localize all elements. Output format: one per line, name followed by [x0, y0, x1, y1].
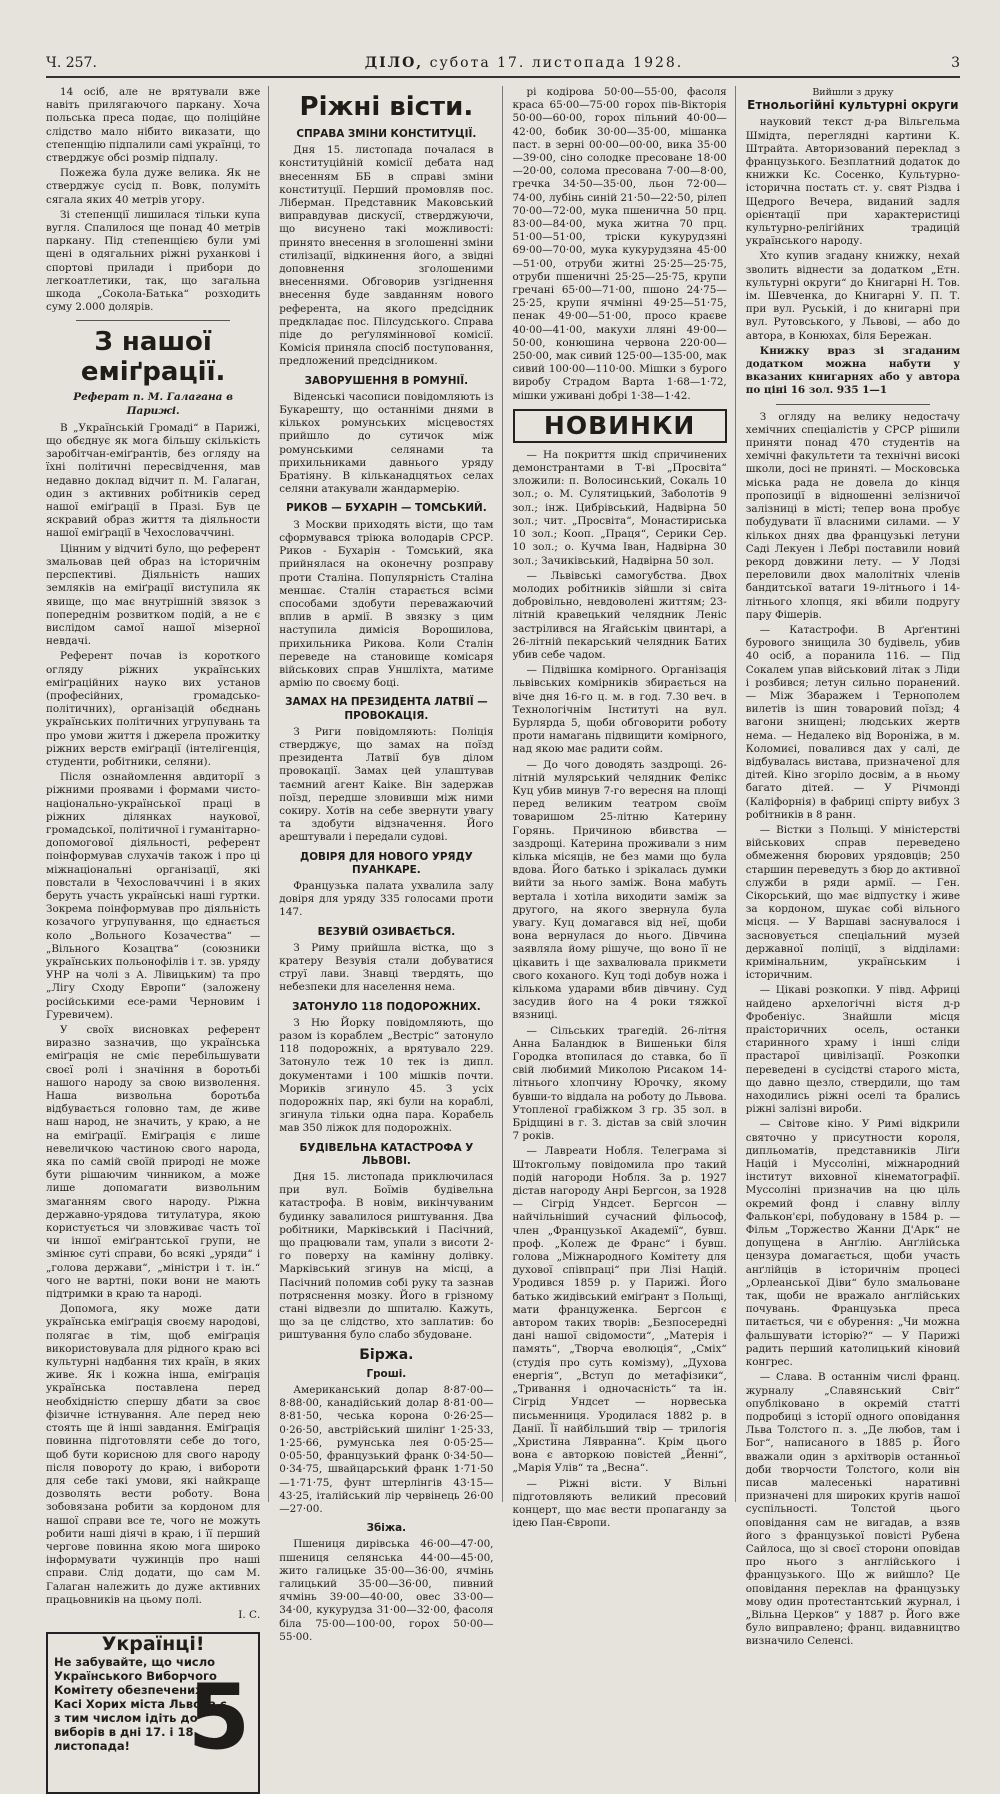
paragraph: науковий текст д-ра Вільгельма Шмідта, переглядні картини К. Штрайта. Авторизований переклад з французького. Безплатний додаток до книжки Кс. Сосенко, Культурно-історична постать ст. у. свят Різдва і Щедрого Вечера, виданий задля орієнтації при характеристиці культурно-релігійних традицій українського народу. [745, 116, 960, 248]
page-header [46, 50, 960, 78]
ad-body: Не забувайте, що число Українського Виборчого Комітету обезпечених у Касі Хорих міста Львова є з тим числом ідіть до виборів в дні 17. і 18. листопада! [54, 1655, 227, 1754]
paragraph: — Слава. В останнім числі франц. журналу „Славянський Світ“ опубліковано в окремій статті подробиці з історії одного оповідання Льва Толстого п. з. „Де любов, там і Бог“, написаного в 1885 р. Його вважали один з архітворів останньої доби творчости Толстого, коли він писав малесенькі наративні призначені для широких кругів нашої суспільності. Толстой цього оповідання сам не вигадав, а взяв його з французької повісті Рубена Сайлоса, що зі своєї сторони оповідав про нього з англійського і французького. Що ж вийшло? Це оповідання переклав на французьку мову один протестантський журнал, і „Вільна Церков“ у 1887 р. Його вже було виправлено; франц. видавництво визначило Селенсі. [745, 1371, 960, 1648]
headline: БУДІВЕЛЬНА КАТАСТРОФА У ЛЬВОВІ. [299, 1141, 474, 1167]
paragraph: Допомога, яку може дати українська еміґрація своєму народові, полягає в тім, щоб еміґрація використовувала для рідного краю всі культурні надбання тих країн, в яких живе. Як і кожна інша, еміґрація українська поставлена перед необхідністю спершу дбати за своє фізичне істнування. Але перед нею стоять ще й інші завдання. Еміґрація повинна підготовляти себе до того, щоб бути корисною для свого народу після повороту до краю, і вибороти для себе такі умови, які найкраще дозволять вести роботу. Вона зобовязана робити за кордоном для нашої справи все те, чого не можуть робити наші діячі в краю, і її перший чергове повинна якою мога широко інформувати чужинців про наші справи. Слід додати, що сам М. Галаган належить до дуже активних працьовників на цьому полі. [46, 1303, 261, 1606]
paragraph: — До чого доводять заздрощі. 26-літній мулярський челядник Фелікс Куц убив минув 7-го вересня на площі перед великим театром своїм товаришом 25-літню Катерину Горянь. Причиною вбивства — заздрощі. Катерина проживали з ним кілька місяців, не без мами що була вдова. Його батько і зрікалась думки вийти за нього заміж. Вона мабуть вертала і хотіла виходити заміж за другого, на якого звернула була увагу. Куц домагався від неї, щоби вона вернулася до нього. Дівчина заявляла йому рішуче, що воно її не цікавить і ще захвалювала прикмети свого коханого. Куц тоді добув ножа і кількома ударами вбив дівчину. Суд засудив його на 4 роки тяжкої вязниці. [512, 758, 727, 1022]
masthead-date [365, 55, 684, 71]
paragraph: — Світове кіно. У Римі відкрили святочно у присутности короля, дипльоматів, представників Ліґи Націй і Муссоліні, міжнародний інститут виховної кінематографії. Муссоліні призначив на цю ціль окремий фонд і славну віллу Фалькон'єрі, побудовану в 1584 р. — Фільм „Торжество Жанни Д'Арк“ не допущена в Анґлію. Анґлійська цензура домагається, щоби участь анґлійців в історичнім процесі „Орлеанської Діви“ було змальоване так, щоби не вражало анґлійських почувань. Французька преса питається, чи є обурення: „Чи можна фальшувати історію?“ — У Парижі радить перший католицький кіновий конгрес. [745, 1118, 960, 1369]
paragraph: — Вістки з Польщі. У міністерстві військових справ переведено обмеження бюрових урядовців; 250 старшин переведуть з бюр до активної служби в ряди армії. — Ген. Сікорський, що має відпустку і живе за кордоном, шукає собі вільного місця. — У Варшаві заснувалося і засновується спеціальний музей державної поліції, з відділами: кримінальним, українським і історичним. [745, 823, 960, 982]
paragraph: 14 осіб, але не врятували вже навіть прилягаючого паркану. Хоча польська преса подає, що поліційне слідство мало нібито виказати, що степенщію підпалили самі українці, то стверджує обсі розмір підпалу. [46, 86, 261, 165]
paragraph: Дня 15. листопада приключилася при вул. Боїмів будівельна катастрофа. В новім, викінчуваним будинку завалилося риштування. Два робітники, Марківський і Пасічний, що працювали там, упали з висоти 2-го поверху на камінну долівку. Марківський згинув на місці, а Пасічний поломив собі руку та зазнав потряснення мозку. Його в грізному стані відвезли до шпиталю. Кажуть, що за це слідство, хто заплатив: бо риштування було слабо збудоване. [279, 1171, 494, 1342]
paragraph: Референт почав із короткого огляду ріжних українських еміґраційних науко вих установ (професійних, громадсько-політичних), організацій обєднань українських політичних угрупувань та про умови життя і джерела прожитку ріжних верств еміґрації (інтелігенція, студенти, робітники, селяни). [46, 650, 261, 768]
headline: ВЕЗУВІЙ ОЗИВАЄТЬСЯ. [317, 925, 456, 938]
paragraph: Пшениця дирівська 46·00—47·00, пшениця селянська 44·00—45·00, жито галицьке 35·00—36·00, ячмінь галицький 35·00—36·00, пивний ячмінь 39·00—40·00, овес 33·00—34·00, кукурудза 31·00—32·00, фасоля біла 75·00—100·00, горох 50·00—55·00. [279, 1538, 494, 1643]
article-subtitle: Реферат п. М. Галагана в Парижі. [73, 391, 234, 417]
paragraph: В „Українській Громаді“ в Парижі, що обєднує як мога більшу скількість заробітчан-еміґрантів, без огляду на їхні політичні пересвідчення, мав недавно доклад відчит п. М. Галаган, один з активних робітників серед нашої еміґрації в Празі. Був це яскравий образ життя та діяльности нашої еміґрації в Чехословаччині. [46, 421, 261, 540]
headline: ЗАВОРУШЕННЯ В РОМУНІЇ. [304, 374, 469, 387]
ad-number: 5 [187, 1665, 251, 1771]
paragraph: З Риму прийшла вістка, що з кратеру Везувія стали добуватися струї лави. Знавці твердять, що небезпеки для населення нема. [279, 941, 494, 994]
paragraph: З Москви приходять вісти, що там сформувався тріюка володарів СРСР. Риков - Бухарін - Томський, яка прийнялася на оконечну розправу проти Сталіна. Популярність Сталіна меншає. Сталін старається всіми способами здобути переважаючий вплив в армії. В звязку з цим наступила димісія Ворошилова, прихильника Рикова. Коли Сталін переведе на становище комісаря військових справ Уншліхта, матиме армію по своєму боці. [279, 518, 494, 690]
headline: ЗАМАХ НА ПРЕЗИДЕНТА ЛАТВІЇ — ПРОВОКАЦІЯ. [285, 696, 488, 722]
divider [76, 320, 230, 321]
column-4 [745, 86, 960, 1648]
paragraph: — Ріжні вісти. У Вільні підготовляють великий пресовий концерт, що має вести пропаганду за ідею Пан-Європи. [512, 1477, 727, 1530]
book-announcement-head [746, 86, 960, 112]
book-announcement-kicker: Вийшли з друку [812, 87, 894, 98]
paragraph: — На покриття шкід спричинених демонстрантами в Т-ві „Просвіта“ зложили: п. Волосинський, Сокаль 10 зол.; о. М. Сулятицький, Заболотів 9 зол.; інж. Цибрівський, Надвірна 50 зол.; чит. „Просвіта“, Монастириська 10 зол.; Кооп. „Праця“, Серики Сер. 10 зол.; о. Кучма Іван, Надвірна 30 зол.; Зачиківський, Надвірна 50 зол. [512, 448, 727, 567]
section-title-exchange: Біржа. [359, 1346, 414, 1363]
issue-date: субота 17. листопада 1928. [429, 55, 684, 71]
book-announcement-title: Етнольогійні культурні округи [747, 98, 959, 113]
paragraph: Пожежа була дуже велика. Як не стверджує сусід п. Вовк, полуміть сягала яких 40 метрів угору. [46, 167, 261, 206]
paragraph: Зі степенщії лишилася тільки купа вугля. Спалилося ще понад 40 метрів паркану. Під степенщією були умі щені в одягальних ріжні руханкові і спортові прилади і прибори до легкоатлетики, так, що загальна шкода „Сокола-Батька“ розходить суму 2.000 долярів. [46, 208, 261, 314]
subsection-money: Гроші. [366, 1367, 407, 1380]
paragraph: — Катастрофи. В Арґентині бурового знищила 30 будівель, убив 40 осіб, а поранила 116. — Під Сокалем упав військовий літак з Ліди і розбився; летун сильно поранений. — Між Збаражем і Тернополем вилетів із шин товаровий поїзд; 4 вагони знищені; людських жертв нема. — Недалеко від Вороніжа, в м. Коломиєі, повалився дах у салі, де відбувалась вистава, призначеної для дітей. Кіно згоріло досвім, а в ньому багато дітей. — У Річмонді (Каліфорнія) в фабриці спірту вибух 3 робітників в 8 ранн. [745, 623, 960, 821]
headline: ЗАТОНУЛО 118 ПОДОРОЖНИХ. [292, 1000, 481, 1013]
paragraph: Французька палата ухвалила залу довіря для уряду 335 голосами проти 147. [279, 879, 494, 919]
paragraph: Хто купив згадану книжку, нехай зволить віднести за додатком „Етн. культурні округи“ до Книгарні Н. Тов. ім. Шевченка, до Книгарні У. П. Т. при вул. Руській, і до книгарні при вул. Рутовського, у Львові, — або до автора, в Конюхах, біля Бережан. [745, 250, 960, 342]
headline: ДОВІРЯ ДЛЯ НОВОГО УРЯДУ ПУАНКАРЕ. [299, 850, 473, 876]
ad-title: Українці! [101, 1633, 205, 1656]
paragraph: Цінним у відчиті було, що референт змальовав цей образ на історичнім перспективі. Діяльність наших земляків на еміґрації виступила як явище, що має внутрішній звязок з попереднім розвитком подій, а не є вислідом самої нашої мізерної невдачі. [46, 542, 261, 648]
column-1 [46, 86, 269, 1771]
paragraph: З огляду на велику недостачу хемічних спеціалістів у СРСР рішили приняти понад 470 студентів на хемічні факультети та технічні високі школи, досі не приняті. — Московська міська рада не довела до кінця пропозиції в відношенні зелізничої залізниці в місті; тепер вона пробує побудувати її власними силами. — У кількох днях два французькі летуни Саді Лекуен і Лебрі поставили новий рекорд довжини лету. — У Лодзі переловили двох малолітніх членів бандитської ватаги 19-літнього і 14-літнього хлопця, які вбили подругу пару Фішерів. [745, 410, 960, 621]
columns [46, 86, 960, 1771]
divider [776, 404, 930, 405]
section-title-news: Ріжні вісти. [299, 92, 474, 122]
paragraph: — Сільських трагедій. 26-літня Анна Баландюк в Вишеньки біля Городка втопилася до ставка, бо її свій любимий Миколою Рисаком 14-літнього хлопчину Юрочку, якому бувши-то віддала на роботу до Львова. Утопленої грабіжком 3 гр. 35 зол. в Брідщині в г. З. дістав за свій злочин 7 років. [512, 1024, 727, 1143]
paragraph: — Цікаві розкопки. У півд. Африці найдено архелогічні вістя д-р Фробеніус. Знайшли місця праісторичних осель, останки старинного храму і інші сліди прастарої цивілізації. Розкопки переведені в сусідстві старого міста, що давно щезло, ствердили, що там находились ріжні оселі та брались ріжні залізні вироби. [745, 984, 960, 1116]
paragraph: У своїх висновках референт виразно зазначив, що українська еміґрація не сміє перебільшувати своєї ролі і значіння в боротьбі нашого народу за свою визволення. Наша визвольна боротьба відбувається головно там, де живе наш народ, не значить, у краю, а не на еміґрації. Еміґрація є лише невеличкою частиною свого народа, яка по самій своїй природі не може бути рішаючим чинником, а може лише допомагати визвольним змаганням свого народу. Ріжна державно-урядова титулатура, якою користується чи зловживає часть тої чи іншої еміґрантської групи, не змінює суті справи, бо всякі „уряди“ і „голова держави“, „міністри і т. ін.“ чого не вартні, поки вони не мають підтримки в краю та народі. [46, 1024, 261, 1301]
paragraph: З Риги повідомляють: Поліція стверджує, що замах на поїзд президента Латвії був ділом провокації. Замах цей улаштував таємний агент Каіке. Він задержав поїзд, передше зловивши між ними сокиру. Хотів на себе звернути увагу та здобути відзначення. Його арештували і передали судові. [279, 725, 494, 844]
paragraph: — Лавреати Нобля. Телеграма зі Штокгольму повідомила про такий подій нагороди Нобля. За р. 1927 дістав нагороду Анрі Бергсон, за 1928 — Сігрід Ундсет. Бергсон — найчільніший сучасний фільософ, член „Французької Академії“, бувш. проф. „Колеж де Франс“ і бувш. голова „Міжнародного Комітету для духової співпраці“ при Лізі Націй. Уродився 1859 р. у Парижі. Його батько жидівський еміґрант з Польщі, мати француженка. Бергсон є автором таких творів: „Безпосередні дані нашої свідомости“, „Матерія і память“, „Творча еволюція“, „Сміх“ (студія про суть комізму), „Духова енергія“, „Вступ до метафізики“, „Тривання і одночасність“ та ін. Сігрід Ундсет — норвеська письменниця. Уродилася 1882 р. в Данії. Її найбільший твір — трилогія „Христина Лявранна“. Крім цього вона є авторкою повістей „Йенні“, „Марія Улів“ та „Весна“. [512, 1145, 727, 1475]
signature: І. С. [238, 1608, 261, 1621]
paragraph: Книжку враз зі згаданим додатком можна набути у вказаних книгарнях або у автора по ціні 16 зол. 935 1—1 [745, 344, 960, 397]
paragraph: рі кодірова 50·00—55·00, фасоля краса 65·00—75·00 горох пів-Вікторія 50·00—60·00, горох пільний 40·00—42·00, бобик 30·00—35·00, мішанка паст. в зерні 00·00—00·00, вика 35·00—39·00, сіно солодке пресоване 18·00—20·00, солома пресована 7·00—8·00, гречка 34·50—35·00, льон 72·00—74·00, лубінь синій 21·50—22·50, рілеп 70·00—72·00, мука пшенична 50 прц. 83·00—84·00, мука житна 70 прц. 51·00—51·00, тріски кукурудзяні 69·00—70·00, мука кукурудзяна 45·00—51·00, отруби житні 25·25—25·75, отруби пшеничні 25·25—25·75, крупи гречані 65·00—71·00, пшоно 24·75—25·25, крупи ячмінні 49·25—51·75, пенак 49·00—51·00, просо краєве 40·00—41·00, макухи лляні 49·00—50·00, конюшина червона 220·00—250·00, мак сивий 125·00—135·00, мак сивий 100·00—110·00. Мішки з бурого виробу Страдом Варта 1·68—1·72, мішки уживані добрі 1·38—1·42. [512, 86, 727, 402]
headline: СПРАВА ЗМІНИ КОНСТИТУЦІЇ. [296, 128, 477, 140]
column-2 [279, 86, 502, 1643]
column-3 [512, 86, 736, 1530]
paragraph: З Ню Йорку повідомляють, що разом із кораблем „Вестріс“ затонуло 118 подорожніх, а врятувало 229. Затонуло теж 10 тек із дипл. документами і 100 мішків почти. Мориків згинуло 45. З усіх подорожніх пар, які були на кораблі, згинула тільки одна пара. Корабель мав 350 ліжок для подорожніх. [279, 1016, 494, 1135]
page-number-left: Ч. 257. [46, 55, 97, 71]
paragraph: — Підвішка комірного. Організація львівських комірників збирається на віче дня 16-го ц. м. в год. 7.30 веч. в Технологічнім Інституті на вул. Бурлярда 5, щоби обговорити роботу проти намагань підвищити комірного, над якою має радити сойм. [512, 664, 727, 756]
paragraph: — Львівські самогубства. Двох молодих робітників зійшли зі світа добровільно, невдоволені життям; 23-літній кравецький челядник Леніс застрілився на Ягайськім цвинтарі, а 26-літній пекарський челядник Батих убив себе чадом. [512, 569, 727, 661]
subsection-grain: Збіжа. [366, 1522, 407, 1535]
page-number-right: 3 [951, 55, 960, 71]
paragraph: Дня 15. листопада почалася в конституційній комісії дебата над внесенням ББ в справі зміни конституції. Перший промовляв пос. Ліберман. Представник Маковський виправдував дискусії, стверджуючи, що висунено такі можливості: принято внесення в зголошенні зміни стилізації, відкинення його, а звідні доповнення зголошеними внесеннями. Обговорив узгіднення внесення буде завданням нового референта, на якого предсідник предкладає пос. Пілсудського. Справа піде до реґуляміннової комісії. Комісія приняла спосіб поступовання, предложений предсідником. [279, 144, 494, 368]
election-ad [46, 1632, 260, 1794]
section-title-novelties: НОВИНКИ [513, 409, 727, 443]
masthead: ДІЛО, [364, 55, 424, 71]
article-title-emigration: З нашої еміґрації. [80, 327, 226, 388]
headline: РИКОВ — БУХАРІН — ТОМСЬКИЙ. [286, 502, 487, 515]
paragraph: Американський долар 8·87·00—8·88·00, канадійський долар 8·81·00—8·81·50, чеська корона 0·26·25—0·26·50, австрійський шилінґ 1·25·33, 1·25·66, румунська лея 0·05·25—0·05·50, французький франк 0·34·50—0·34·75, швайцарський франк 1·71·50—1·71·75, фунт штерлінгів 43·15—43·25, італійський лір червінець 26·00—27·00. [279, 1384, 494, 1515]
paragraph: Віденські часописи повідомляють із Букарешту, що останніми днями в кількох ромунських місцевостях прийшло до сутичок між ромунськими селянами та прихильниками давнього уряду Братіяну. В кільканадцятьох селах селяни атакували жандармерію. [279, 390, 494, 496]
paragraph: Після ознайомлення авдиторії з ріжними проявами і формами чисто-національно-української праці в ріжних ділянках наукової, громадської, політичної і гуманітарно-допомогової діяльності, референт поінформував слухачів також і про ці міжнаціональні організації, які повстали в Чехословаччині і в яких беруть участь українські наші гуртки. Зокрема поінформував про діяльність козачого угрупування, що єднається коло „Вольного Козачества“ — „Вільного Козацтва“ (союзники українських польонофілів і т. зв. уряду УНР на чолі з А. Лівицьким) та про „Лігу Сходу Европи“ (заложену російськими есе-рами Черновим і Гуревичем). [46, 771, 261, 1021]
